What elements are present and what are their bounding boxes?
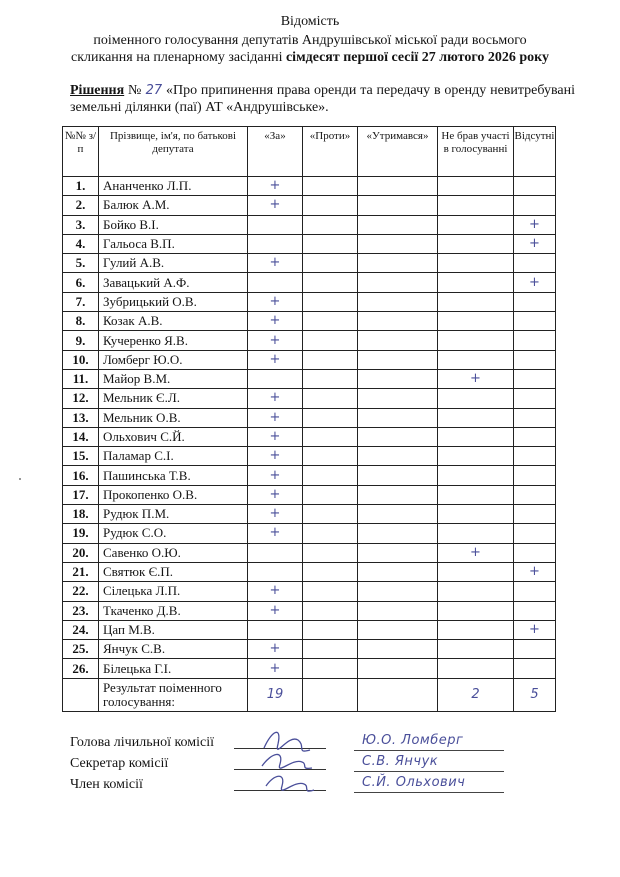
table-row (63, 215, 556, 234)
row-number: 20. (63, 543, 99, 562)
mark-za-cell: + (248, 389, 303, 408)
row-number: 11. (63, 369, 99, 388)
mark-za-cell (248, 562, 303, 581)
mark-utrymavsia-cell (358, 447, 438, 466)
mark-utrymavsia-cell (358, 234, 438, 253)
total-absent: 5 (514, 678, 556, 711)
mark-za-cell: + (248, 312, 303, 331)
table-row (63, 601, 556, 620)
deputy-name: Мельник О.В. (99, 408, 248, 427)
mark-za-cell: + (248, 485, 303, 504)
table-row (63, 177, 556, 196)
mark-utrymavsia-cell (358, 543, 438, 562)
name-line-chair (354, 750, 504, 751)
deputy-name: Ананченко Л.П. (99, 177, 248, 196)
mark-za-cell (248, 543, 303, 562)
mark-no-participation-cell (438, 215, 514, 234)
mark-za-cell: + (248, 350, 303, 369)
table-row (63, 312, 556, 331)
mark-absent-cell (514, 389, 556, 408)
mark-no-participation-cell (438, 582, 514, 601)
mark-utrymavsia-cell (358, 292, 438, 311)
deputy-name: Гальоса В.П. (99, 234, 248, 253)
mark-proty-cell (303, 620, 358, 639)
mark-utrymavsia-cell (358, 389, 438, 408)
scan-speck (19, 478, 21, 480)
deputy-name: Кучеренко Я.В. (99, 331, 248, 350)
result-label: Результат поіменного голосування: (99, 678, 248, 711)
deputy-name: Гулий А.В. (99, 254, 248, 273)
mark-absent-cell (514, 524, 556, 543)
mark-no-participation-cell (438, 466, 514, 485)
row-number: 14. (63, 427, 99, 446)
signature-name-secretary: С.В. Янчук (362, 754, 439, 769)
table-row (63, 659, 556, 678)
table-row (63, 350, 556, 369)
row-number: 10. (63, 350, 99, 369)
mark-utrymavsia-cell (358, 215, 438, 234)
row-number: 3. (63, 215, 99, 234)
mark-za-cell: + (248, 505, 303, 524)
mark-no-participation-cell (438, 273, 514, 292)
mark-za-cell (248, 369, 303, 388)
table-row (63, 331, 556, 350)
mark-za-cell: + (248, 582, 303, 601)
signature-role-member: Член комісії (70, 777, 143, 792)
mark-no-participation-cell (438, 292, 514, 311)
mark-absent-cell (514, 312, 556, 331)
mark-utrymavsia-cell (358, 254, 438, 273)
mark-no-participation-cell (438, 254, 514, 273)
table-row (63, 196, 556, 215)
row-number: 17. (63, 485, 99, 504)
mark-za-cell: + (248, 659, 303, 678)
table-row (63, 254, 556, 273)
row-number: 25. (63, 640, 99, 659)
mark-proty-cell (303, 543, 358, 562)
mark-utrymavsia-cell (358, 273, 438, 292)
row-number: 7. (63, 292, 99, 311)
mark-proty-cell (303, 196, 358, 215)
mark-proty-cell (303, 601, 358, 620)
total-proty (303, 678, 358, 711)
deputy-name: Ткаченко Д.В. (99, 601, 248, 620)
mark-utrymavsia-cell (358, 524, 438, 543)
deputy-name: Рудюк П.М. (99, 505, 248, 524)
decision-number: 27 (145, 83, 163, 98)
row-number: 18. (63, 505, 99, 524)
mark-absent-cell: + (514, 620, 556, 639)
mark-proty-cell (303, 427, 358, 446)
deputy-name: Святюк Є.П. (99, 562, 248, 581)
deputy-name: Паламар С.І. (99, 447, 248, 466)
mark-no-participation-cell (438, 350, 514, 369)
mark-absent-cell (514, 505, 556, 524)
mark-proty-cell (303, 312, 358, 331)
mark-absent-cell (514, 466, 556, 485)
mark-utrymavsia-cell (358, 485, 438, 504)
mark-absent-cell (514, 485, 556, 504)
result-empty-cell (63, 678, 99, 711)
mark-proty-cell (303, 369, 358, 388)
mark-proty-cell (303, 389, 358, 408)
mark-za-cell: + (248, 331, 303, 350)
mark-absent-cell (514, 331, 556, 350)
table-row (63, 466, 556, 485)
mark-proty-cell (303, 273, 358, 292)
mark-absent-cell (514, 254, 556, 273)
mark-absent-cell: + (514, 273, 556, 292)
signature-role-secretary: Секретар комісії (70, 756, 169, 771)
mark-utrymavsia-cell (358, 582, 438, 601)
deputy-name: Зубрицький О.В. (99, 292, 248, 311)
mark-no-participation-cell (438, 331, 514, 350)
signature-role-chair: Голова лічильної комісії (70, 735, 215, 750)
mark-za-cell: + (248, 408, 303, 427)
mark-utrymavsia-cell (358, 505, 438, 524)
document-subtitle-line2 (0, 50, 620, 66)
mark-za-cell: + (248, 466, 303, 485)
mark-no-participation-cell: + (438, 369, 514, 388)
deputy-name: Сілецька Л.П. (99, 582, 248, 601)
mark-proty-cell (303, 408, 358, 427)
signature-name-chair: Ю.О. Ломберг (362, 733, 464, 748)
mark-proty-cell (303, 466, 358, 485)
mark-absent-cell: + (514, 562, 556, 581)
mark-no-participation-cell (438, 312, 514, 331)
col-header-za: «За» (248, 127, 303, 177)
mark-no-participation-cell (438, 389, 514, 408)
mark-absent-cell (514, 601, 556, 620)
mark-no-participation-cell (438, 620, 514, 639)
mark-no-participation-cell (438, 505, 514, 524)
mark-no-participation-cell (438, 485, 514, 504)
mark-absent-cell: + (514, 234, 556, 253)
deputy-name: Ломберг Ю.О. (99, 350, 248, 369)
mark-absent-cell (514, 177, 556, 196)
mark-absent-cell (514, 408, 556, 427)
mark-za-cell: + (248, 640, 303, 659)
mark-proty-cell (303, 640, 358, 659)
table-header-row (63, 127, 556, 177)
mark-proty-cell (303, 562, 358, 581)
mark-no-participation-cell (438, 524, 514, 543)
voting-table-body (63, 177, 556, 679)
session-date: сімдесят першої сесії 27 лютого 2026 року (285, 50, 550, 65)
mark-utrymavsia-cell (358, 350, 438, 369)
mark-za-cell: + (248, 254, 303, 273)
mark-proty-cell (303, 177, 358, 196)
table-row (63, 640, 556, 659)
mark-za-cell: + (248, 524, 303, 543)
handwritten-signature-marks (258, 720, 318, 810)
table-row (63, 447, 556, 466)
mark-no-participation-cell (438, 659, 514, 678)
mark-za-cell (248, 215, 303, 234)
mark-utrymavsia-cell (358, 659, 438, 678)
col-header-number: №№ з/п (63, 127, 99, 177)
voting-table (62, 126, 556, 712)
mark-proty-cell (303, 485, 358, 504)
mark-proty-cell (303, 659, 358, 678)
mark-absent-cell: + (514, 215, 556, 234)
row-number: 15. (63, 447, 99, 466)
result-row (63, 678, 556, 711)
mark-za-cell: + (248, 447, 303, 466)
table-row (63, 620, 556, 639)
deputy-name: Савенко О.Ю. (99, 543, 248, 562)
mark-proty-cell (303, 234, 358, 253)
mark-za-cell: + (248, 196, 303, 215)
row-number: 5. (63, 254, 99, 273)
deputy-name: Білецька Г.І. (99, 659, 248, 678)
signature-name-member: С.Й. Ольхович (362, 775, 466, 790)
table-row (63, 562, 556, 581)
mark-no-participation-cell (438, 427, 514, 446)
mark-utrymavsia-cell (358, 427, 438, 446)
table-row (63, 524, 556, 543)
deputy-name: Завацький А.Ф. (99, 273, 248, 292)
deputy-name: Майор В.М. (99, 369, 248, 388)
row-number: 19. (63, 524, 99, 543)
mark-za-cell (248, 273, 303, 292)
mark-absent-cell (514, 369, 556, 388)
mark-proty-cell (303, 582, 358, 601)
mark-absent-cell (514, 543, 556, 562)
row-number: 6. (63, 273, 99, 292)
mark-absent-cell (514, 640, 556, 659)
col-header-no-participation: Не брав участі в голосуванні (438, 127, 514, 177)
table-row (63, 389, 556, 408)
table-row (63, 427, 556, 446)
deputy-name: Пашинська Т.В. (99, 466, 248, 485)
decision-label: Рішення (70, 83, 125, 98)
decision-number-prefix: № (124, 83, 146, 98)
deputy-name: Мельник Є.Л. (99, 389, 248, 408)
mark-no-participation-cell (438, 177, 514, 196)
mark-absent-cell (514, 659, 556, 678)
mark-utrymavsia-cell (358, 620, 438, 639)
subtitle-session-text: скликання на пленарному засіданні (70, 50, 286, 65)
name-line-secretary (354, 771, 504, 772)
row-number: 26. (63, 659, 99, 678)
mark-utrymavsia-cell (358, 408, 438, 427)
decision-title: «Про припинення права оренди та передачу в оренду невитребувані земельні ділянки (паї) АТ «Андрушівське». (70, 83, 576, 115)
mark-no-participation-cell: + (438, 543, 514, 562)
document-subtitle-line1: поіменного голосування депутатів Андрушівської міської ради восьмого (93, 33, 527, 48)
table-row (63, 408, 556, 427)
mark-absent-cell (514, 447, 556, 466)
mark-no-participation-cell (438, 601, 514, 620)
col-header-absent: Відсутні (514, 127, 556, 177)
mark-proty-cell (303, 331, 358, 350)
mark-za-cell: + (248, 292, 303, 311)
mark-proty-cell (303, 254, 358, 273)
mark-no-participation-cell (438, 447, 514, 466)
row-number: 22. (63, 582, 99, 601)
mark-utrymavsia-cell (358, 601, 438, 620)
name-line-member (354, 792, 504, 793)
mark-no-participation-cell (438, 562, 514, 581)
row-number: 16. (63, 466, 99, 485)
mark-absent-cell (514, 350, 556, 369)
mark-utrymavsia-cell (358, 312, 438, 331)
table-row (63, 292, 556, 311)
row-number: 8. (63, 312, 99, 331)
deputy-name: Балюк А.М. (99, 196, 248, 215)
row-number: 2. (63, 196, 99, 215)
mark-absent-cell (514, 582, 556, 601)
col-header-name: Прізвище, ім'я, по батькові депутата (99, 127, 248, 177)
mark-za-cell: + (248, 177, 303, 196)
mark-proty-cell (303, 505, 358, 524)
mark-proty-cell (303, 350, 358, 369)
mark-no-participation-cell (438, 234, 514, 253)
mark-za-cell: + (248, 601, 303, 620)
mark-proty-cell (303, 524, 358, 543)
deputy-name: Прокопенко О.В. (99, 485, 248, 504)
row-number: 24. (63, 620, 99, 639)
mark-utrymavsia-cell (358, 466, 438, 485)
mark-no-participation-cell (438, 640, 514, 659)
table-row (63, 234, 556, 253)
deputy-name: Ольхович С.Й. (99, 427, 248, 446)
mark-proty-cell (303, 292, 358, 311)
mark-proty-cell (303, 215, 358, 234)
mark-utrymavsia-cell (358, 331, 438, 350)
deputy-name: Козак А.В. (99, 312, 248, 331)
row-number: 23. (63, 601, 99, 620)
document-title: Відомість (280, 14, 340, 29)
deputy-name: Рудюк С.О. (99, 524, 248, 543)
mark-absent-cell (514, 427, 556, 446)
mark-no-participation-cell (438, 196, 514, 215)
col-header-utrymavsia: «Утримався» (358, 127, 438, 177)
mark-za-cell: + (248, 427, 303, 446)
table-row (63, 485, 556, 504)
table-row (63, 582, 556, 601)
mark-utrymavsia-cell (358, 640, 438, 659)
row-number: 13. (63, 408, 99, 427)
deputy-name: Цап М.В. (99, 620, 248, 639)
mark-za-cell (248, 234, 303, 253)
deputy-name: Бойко В.І. (99, 215, 248, 234)
mark-absent-cell (514, 196, 556, 215)
row-number: 9. (63, 331, 99, 350)
col-header-proty: «Проти» (303, 127, 358, 177)
mark-za-cell (248, 620, 303, 639)
total-za: 19 (248, 678, 303, 711)
mark-utrymavsia-cell (358, 562, 438, 581)
row-number: 21. (63, 562, 99, 581)
row-number: 12. (63, 389, 99, 408)
deputy-name: Янчук С.В. (99, 640, 248, 659)
table-row (63, 273, 556, 292)
mark-utrymavsia-cell (358, 196, 438, 215)
decision-text (70, 82, 575, 116)
mark-proty-cell (303, 447, 358, 466)
mark-absent-cell (514, 292, 556, 311)
total-no-participation: 2 (438, 678, 514, 711)
row-number: 1. (63, 177, 99, 196)
total-utrymavsia (358, 678, 438, 711)
row-number: 4. (63, 234, 99, 253)
mark-no-participation-cell (438, 408, 514, 427)
table-row (63, 505, 556, 524)
table-row (63, 543, 556, 562)
mark-utrymavsia-cell (358, 177, 438, 196)
mark-utrymavsia-cell (358, 369, 438, 388)
table-row (63, 369, 556, 388)
